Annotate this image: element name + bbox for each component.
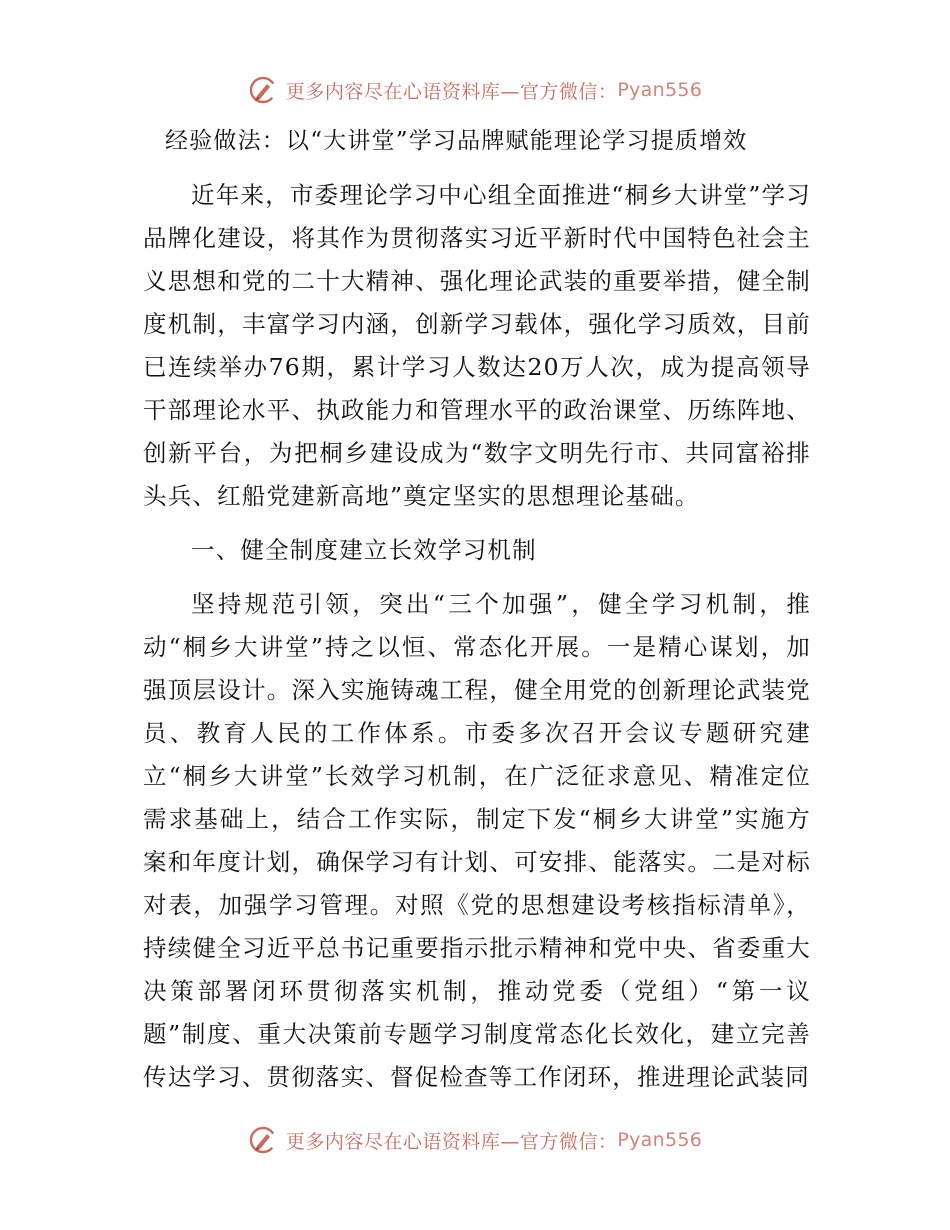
pen-circle-logo-icon (248, 1125, 278, 1155)
section-paragraph: 坚持规范引领，突出“三个加强”，健全学习机制，推动“桐乡大讲堂”持之以恒、常态化开展。一是精心谋划，加强顶层设计。深入实施铸魂工程，健全用党的创新理论武装党员、教育人民的工作体系。市委多次召开会议专题研究建立“桐乡大讲堂”长效学习机制，在广泛征求意见、精准定位需求基础上，结合工作实际，制定下发“桐乡大讲堂”实施方案和年度计划，确保学习有计划、可安排、能落实。二是对标对表，加强学习管理。对照《党的思想建设考核指标清单》，持续健全习近平总书记重要指示批示精神和党中央、省委重大决策部署闭环贯彻落实机制，推动党委（党组）“第一议题”制度、重大决策前专题学习制度常态化长效化，建立完善传达学习、贯彻落实、督促检查等工作闭环，推进理论武装同 (143, 590, 811, 1091)
document-body (143, 118, 811, 1099)
watermark-wechat-id: Pyan556 (617, 1129, 703, 1151)
watermark-header (0, 70, 950, 110)
watermark-wechat-id: Pyan556 (617, 79, 703, 101)
document-title: 经验做法：以“大讲堂”学习品牌赋能理论学习提质增效 (165, 128, 748, 154)
section-heading: 一、健全制度建立长效学习机制 (191, 536, 537, 564)
pen-circle-logo-icon (248, 75, 278, 105)
watermark-text: 更多内容尽在心语资料库—官方微信： (285, 1130, 618, 1153)
intro-paragraph: 近年来，市委理论学习中心组全面推进“桐乡大讲堂”学习品牌化建设，将其作为贯彻落实习近平新时代中国特色社会主义思想和党的二十大精神、强化理论武装的重要举措，健全制度机制，丰富学习内涵，创新学习载体，强化学习质效，目前已连续举办76期，累计学习人数达20万人次，成为提高领导干部理论水平、执政能力和管理水平的政治课堂、历练阵地、创新平台，为把桐乡建设成为“数字文明先行市、共同富裕排头兵、红船党建新高地”奠定坚实的思想理论基础。 (143, 181, 811, 510)
watermark-footer (0, 1120, 950, 1160)
watermark-text: 更多内容尽在心语资料库—官方微信： (285, 80, 618, 103)
